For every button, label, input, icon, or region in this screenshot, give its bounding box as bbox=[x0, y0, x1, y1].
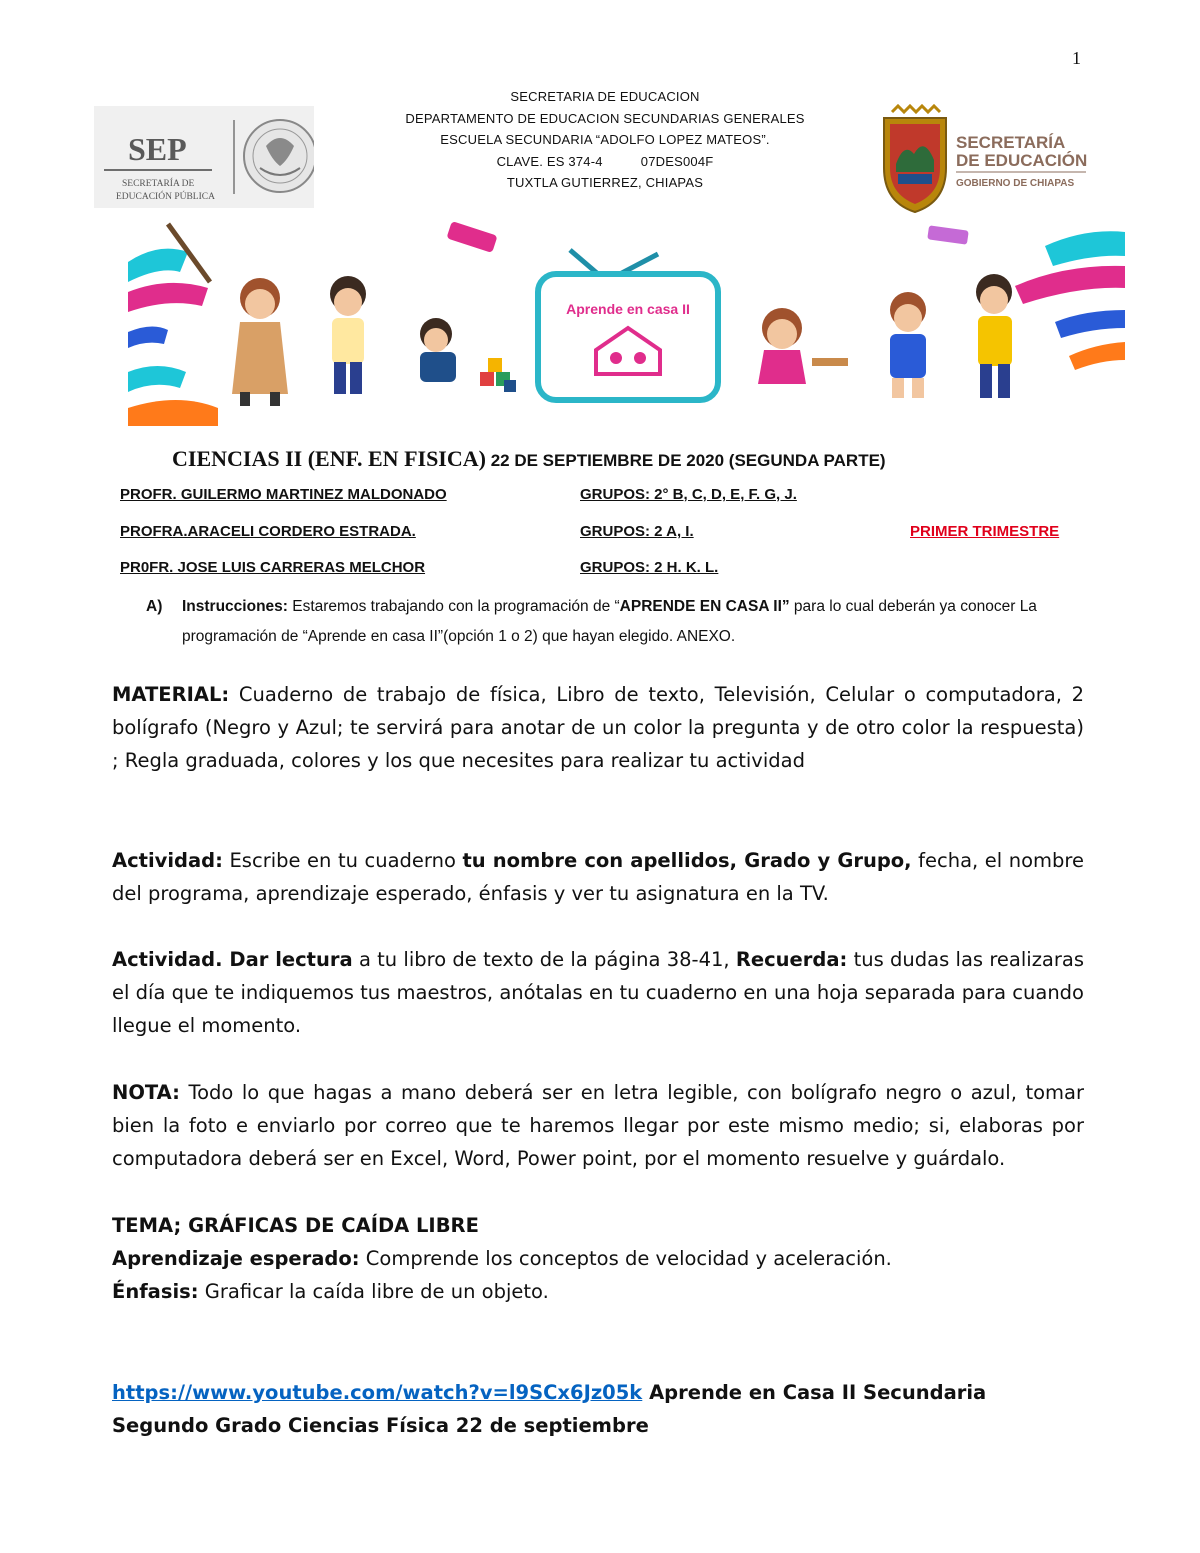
instructions-marker: A) bbox=[146, 598, 163, 615]
sep-logo-name: SEP bbox=[128, 131, 187, 167]
teacher-name-1: PROFR. GUILERMO MARTINEZ MALDONADO bbox=[120, 486, 447, 503]
child-figure-2 bbox=[330, 276, 366, 394]
aprendizaje-label: Aprendizaje esperado: bbox=[112, 1247, 360, 1270]
tv-graphic bbox=[538, 250, 718, 400]
child-figure-5 bbox=[890, 292, 926, 398]
aprendizaje-text: Comprende los conceptos de velocidad y aceleración. bbox=[359, 1247, 892, 1270]
activity-1-paragraph bbox=[112, 844, 1084, 910]
activity-2-label: Actividad. Dar lectura bbox=[112, 948, 353, 971]
activity-2-bold: Recuerda: bbox=[735, 948, 848, 971]
teacher-groups-3: GRUPOS: 2 H. K. L. bbox=[580, 559, 719, 576]
instructions-program: APRENDE EN CASA II” bbox=[619, 598, 790, 615]
sep-logo-line2: EDUCACIÓN PÚBLICA bbox=[116, 192, 215, 202]
header-line-1: SECRETARIA DE EDUCACION bbox=[510, 89, 700, 104]
trimester-label: PRIMER TRIMESTRE bbox=[910, 523, 1060, 540]
activity-1-label: Actividad: bbox=[112, 849, 223, 872]
enfasis-text: Graficar la caída libre de un objeto. bbox=[198, 1280, 549, 1303]
document-title bbox=[172, 446, 886, 472]
chiapas-logo-line3: GOBIERNO DE CHIAPAS bbox=[956, 178, 1075, 189]
teacher-groups-1: GRUPOS: 2° B, C, D, E, F. G, J. bbox=[580, 486, 797, 503]
institution-header bbox=[330, 86, 880, 194]
activity-2-text-1: a tu libro de texto de la página 38-41, bbox=[352, 948, 736, 971]
enfasis-line bbox=[112, 1275, 1084, 1308]
chiapas-education-logo bbox=[878, 104, 1094, 216]
page-number: 1 bbox=[1072, 48, 1081, 68]
child-figure-4 bbox=[758, 308, 848, 384]
chiapas-logo-line1: SECRETARÍA bbox=[956, 133, 1066, 152]
note-paragraph bbox=[112, 1076, 1084, 1175]
material-text: Cuaderno de trabajo de física, Libro de texto, Televisión, Celular o computadora, 2 bolígrafo (Negro y Azul; te servirá para anotar de un color la pregunta y de otro color la respuesta) ; Regla graduada, colores y los que necesites para realizar tu actividad bbox=[112, 683, 1084, 772]
material-label: MATERIAL: bbox=[112, 683, 230, 706]
activity-1-text-1: Escribe en tu cuaderno bbox=[222, 849, 463, 872]
tema-text: TEMA; GRÁFICAS DE CAÍDA LIBRE bbox=[112, 1214, 479, 1237]
instructions-text bbox=[182, 592, 1106, 652]
header-line-2: DEPARTAMENTO DE EDUCACION SECUNDARIAS GENERALES bbox=[405, 110, 805, 126]
teacher-groups-2: GRUPOS: 2 A, I. bbox=[580, 523, 694, 540]
chiapas-logo-graphic bbox=[878, 104, 1094, 216]
material-paragraph bbox=[112, 678, 1084, 777]
header-line-5: TUXTLA GUTIERREZ, CHIAPAS bbox=[506, 175, 704, 190]
aprende-en-casa-banner bbox=[128, 222, 1125, 426]
tema-heading bbox=[112, 1209, 1084, 1242]
child-figure-6 bbox=[976, 274, 1012, 398]
activity-1-text-2: fecha, el nombre del programa, aprendizaje esperado, énfasis y ver tu asignatura en la TV. bbox=[112, 849, 1084, 905]
child-figure-1 bbox=[232, 278, 288, 406]
activity-2-paragraph bbox=[112, 943, 1084, 1042]
youtube-link[interactable]: https://www.youtube.com/watch?v=l9SCx6Jz05k bbox=[112, 1381, 643, 1404]
sep-logo-graphic bbox=[94, 106, 314, 208]
instructions-heading: Instrucciones: bbox=[182, 598, 288, 615]
video-title: Aprende en Casa II Secundaria Segundo Grado Ciencias Física 22 de septiembre bbox=[112, 1381, 987, 1437]
teacher-name-3: PR0FR. JOSE LUIS CARRERAS MELCHOR bbox=[120, 559, 426, 576]
instructions-text-2: para lo cual deberán ya conocer La programación de “Aprende en casa II”(opción 1 o 2) que hayan elegido. ANEXO. bbox=[182, 598, 1037, 645]
video-reference bbox=[112, 1376, 1084, 1442]
sep-logo-line1: SECRETARÍA DE bbox=[122, 179, 195, 189]
teacher-name-2: PROFRA.ARACELI CORDERO ESTRADA. bbox=[120, 523, 416, 540]
instructions-text-1: Estaremos trabajando con la programación de “ bbox=[287, 598, 620, 615]
banner-illustration bbox=[128, 222, 1125, 426]
aprendizaje-line bbox=[112, 1242, 1084, 1275]
enfasis-label: Énfasis: bbox=[112, 1280, 199, 1303]
tv-text: Aprende en casa II bbox=[566, 301, 690, 317]
header-line-3: ESCUELA SECUNDARIA “ADOLFO LOPEZ MATEOS”. bbox=[440, 132, 770, 147]
activity-2-text-2: tus dudas las realizaras el día que te indiquemos tus maestros, anótalas en tu cuaderno en una hoja separada para cuando llegue el momento. bbox=[112, 948, 1084, 1037]
child-figure-3 bbox=[420, 318, 516, 392]
note-label: NOTA: bbox=[112, 1081, 180, 1104]
note-text: Todo lo que hagas a mano deberá ser en letra legible, con bolígrafo negro o azul, tomar bien la foto e enviarlo por correo que te haremos llegar por este mismo medio; si, elaboras por computadora deberá ser en Excel, Word, Power point, por el momento resuelve y guárdalo. bbox=[112, 1081, 1084, 1170]
sep-logo bbox=[94, 106, 314, 208]
activity-1-bold: tu nombre con apellidos, Grado y Grupo, bbox=[462, 849, 912, 872]
chiapas-logo-line2: DE EDUCACIÓN bbox=[956, 151, 1088, 170]
header-line-4: CLAVE. ES 374-4 07DES004F bbox=[496, 153, 714, 169]
instructions-block bbox=[146, 592, 1106, 652]
date-title: 22 DE SEPTIEMBRE DE 2020 (SEGUNDA PARTE) bbox=[485, 451, 886, 470]
subject-title: CIENCIAS II (ENF. EN FISICA) bbox=[172, 446, 486, 471]
